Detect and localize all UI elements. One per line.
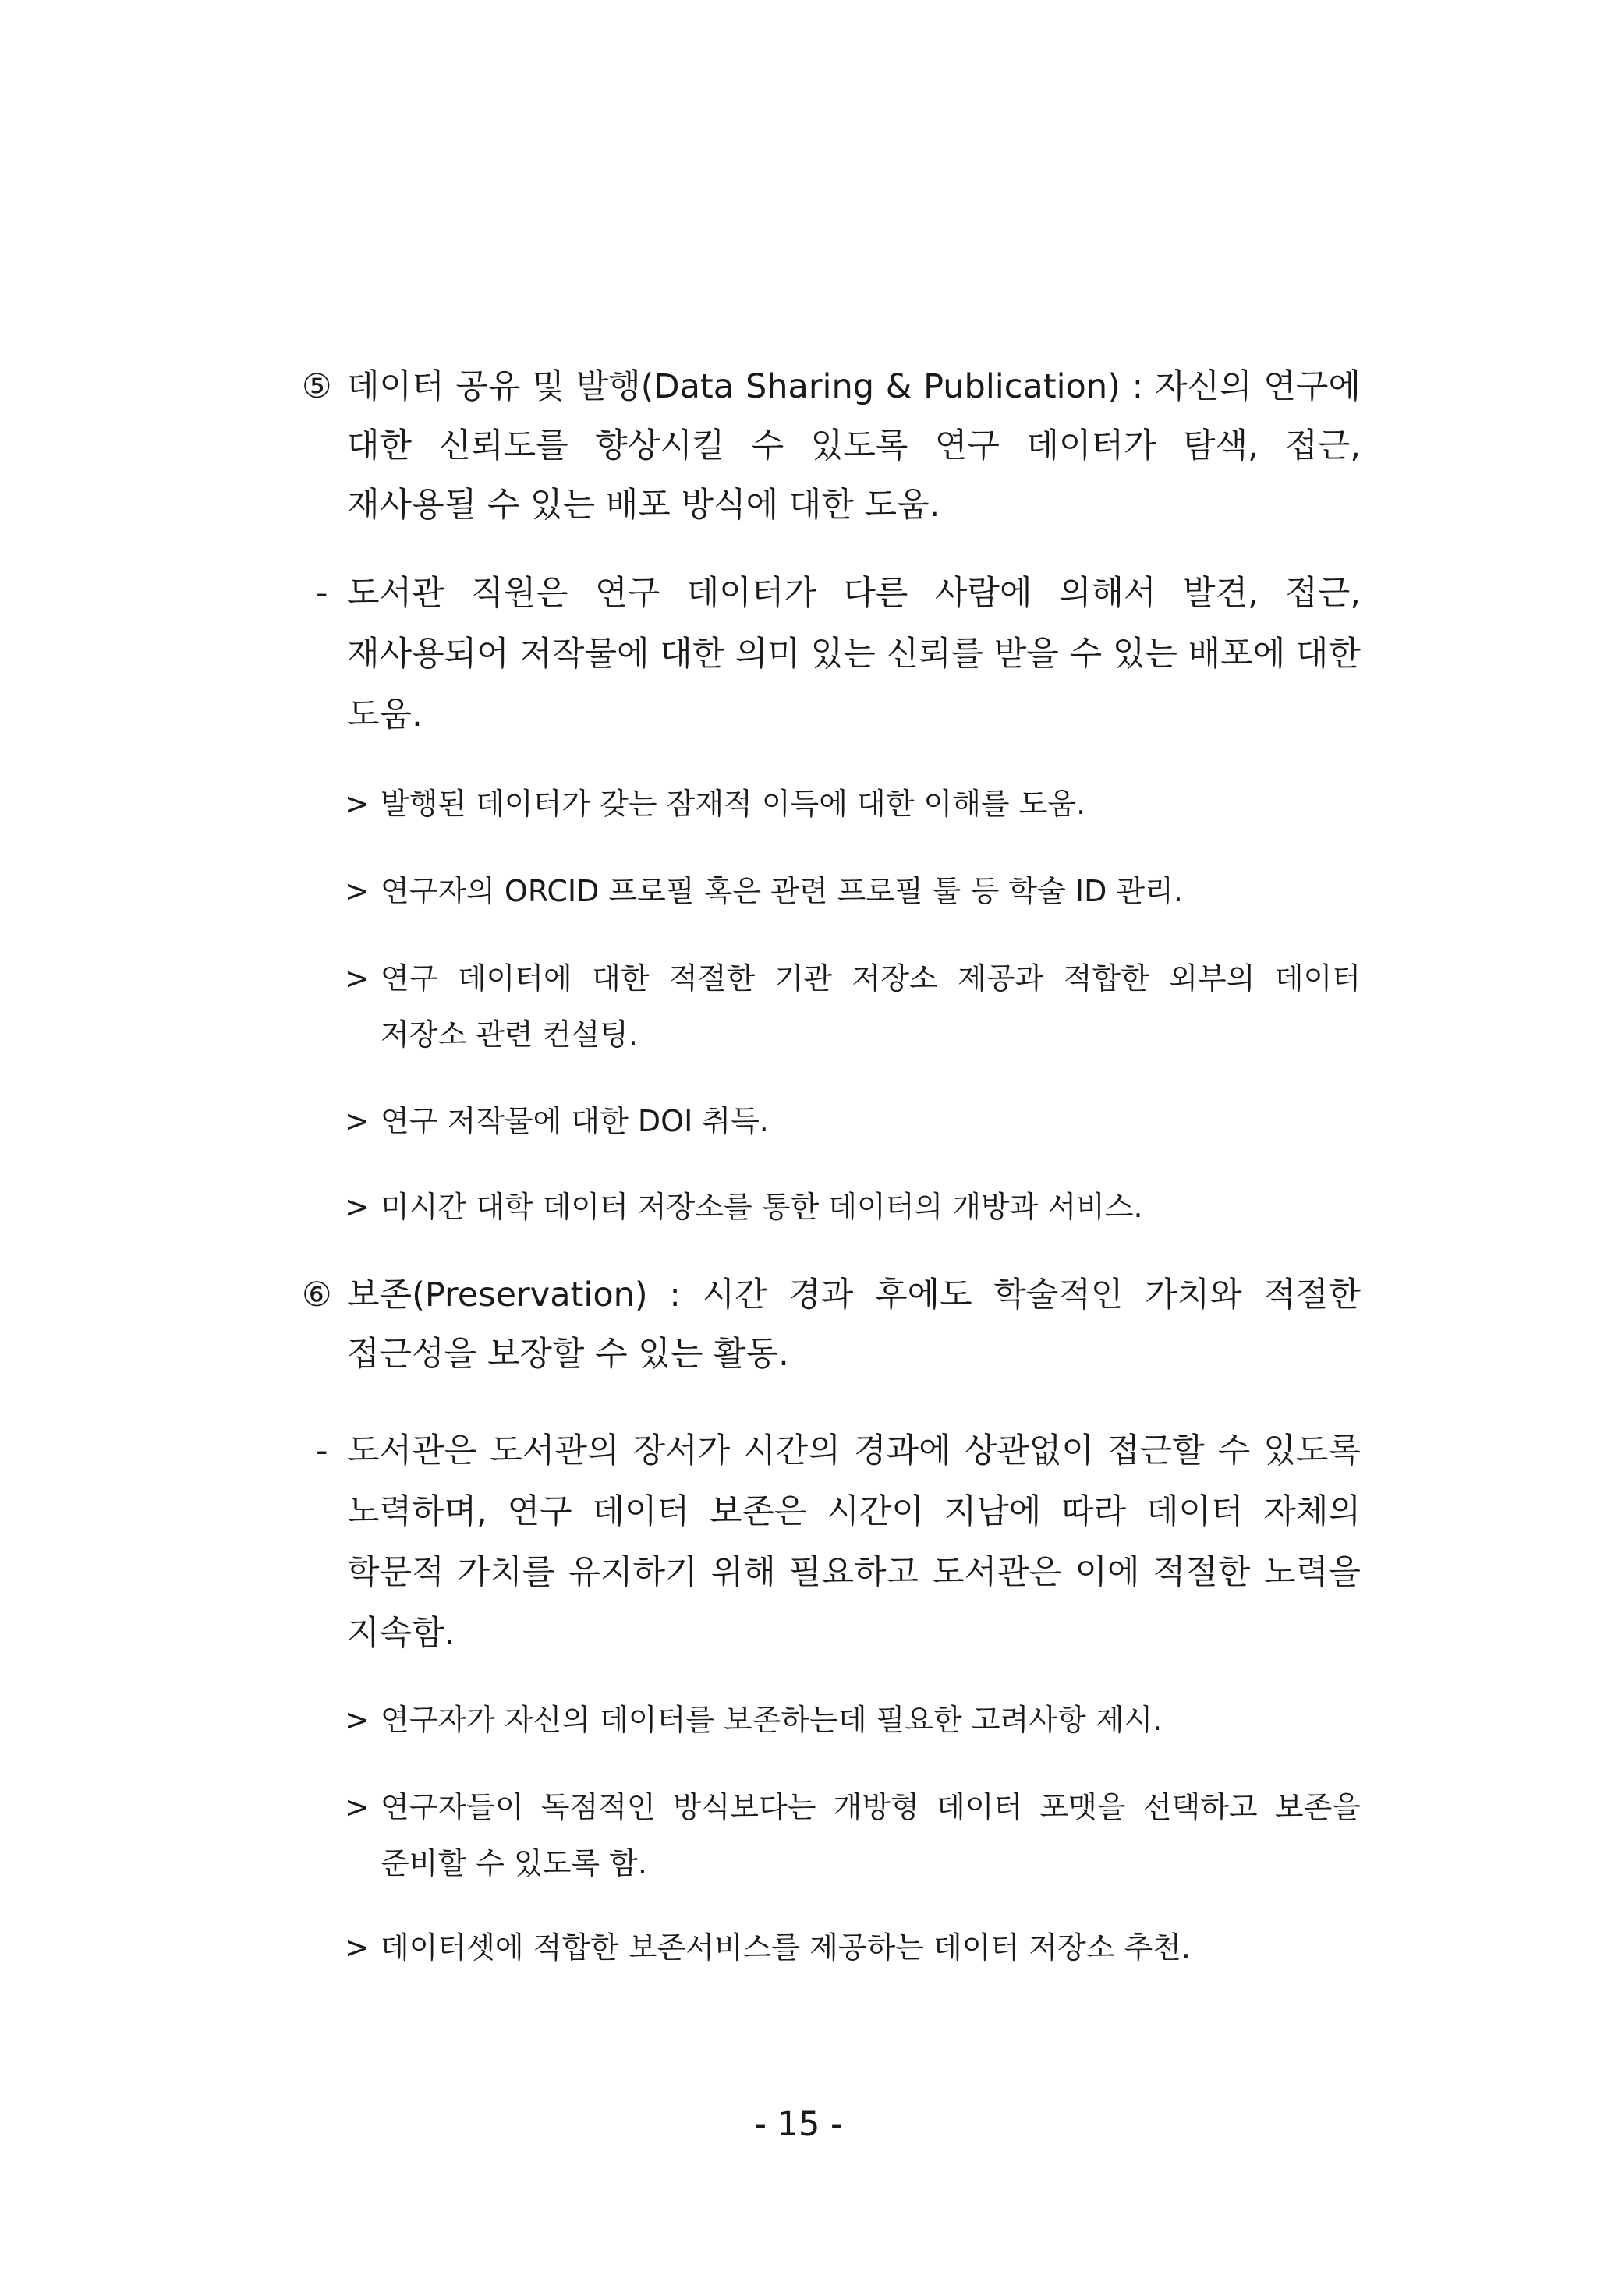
section-6-bullet-1 <box>345 1692 1361 1748</box>
bullet-marker: > <box>345 1703 370 1737</box>
bullet-text: 연구 데이터에 대한 적절한 기관 저장소 제공과 적합한 외부의 데이터 저장소 관련 컨설팅. <box>381 961 1361 1052</box>
bullet-marker: > <box>345 1190 370 1224</box>
bullet-text: 발행된 데이터가 갖는 잠재적 이득에 대한 이해를 도움. <box>381 787 1086 821</box>
bullet-text: 연구 저작물에 대한 DOI 취득. <box>381 1104 769 1138</box>
section-5-marker: ⑤ <box>302 367 332 406</box>
section-5-detail <box>316 563 1361 745</box>
bullet-marker: > <box>345 787 370 821</box>
section-5-bullet-4 <box>345 1093 1361 1149</box>
section-6-bullet-3 <box>345 1919 1361 1976</box>
section-5-bullet-3 <box>345 950 1361 1063</box>
section-5-detail-marker: - <box>316 574 328 613</box>
bullet-text: 데이터셋에 적합한 보존서비스를 제공하는 데이터 저장소 추천. <box>381 1930 1191 1965</box>
bullet-marker: > <box>345 961 370 996</box>
page-number: - 15 - <box>754 2105 843 2144</box>
bullet-marker: > <box>345 1930 370 1965</box>
bullet-text: 연구자가 자신의 데이터를 보존하는데 필요한 고려사항 제시. <box>381 1703 1163 1737</box>
section-6-detail-marker: - <box>316 1431 328 1470</box>
section-6-text: 보존(Preservation) : 시간 경과 후에도 학술적인 가치와 적절한 접근성을 보장할 수 있는 활동. <box>347 1275 1361 1374</box>
section-5-heading <box>302 357 1361 535</box>
section-5-bullet-2 <box>345 863 1361 919</box>
section-6-detail-text: 도서관은 도서관의 장서가 시간의 경과에 상관없이 접근할 수 있도록 노력하며, 연구 데이터 보존은 시간이 지남에 따라 데이터 자체의 학문적 가치를 유지하기 위해 필요하고 도서관은 이에 적절한 노력을 지속함. <box>347 1431 1361 1653</box>
section-5-text: 데이터 공유 및 발행(Data Sharing & Publication) : 자신의 연구에 대한 신뢰도를 향상시킬 수 있도록 연구 데이터가 탐색, 접근, 재사용될 수 있는 배포 방식에 대한 도움. <box>347 367 1361 525</box>
section-5-bullet-5 <box>345 1179 1361 1235</box>
bullet-text: 연구자들이 독점적인 방식보다는 개방형 데이터 포맷을 선택하고 보존을 준비할 수 있도록 함. <box>381 1790 1361 1880</box>
bullet-marker: > <box>345 1104 370 1138</box>
bullet-text: 연구자의 ORCID 프로필 혹은 관련 프로필 툴 등 학술 ID 관리. <box>381 874 1183 908</box>
section-5-detail-text: 도서관 직원은 연구 데이터가 다른 사람에 의해서 발견, 접근, 재사용되어 저작물에 대한 의미 있는 신뢰를 받을 수 있는 배포에 대한 도움. <box>347 574 1361 734</box>
bullet-text: 미시간 대학 데이터 저장소를 통한 데이터의 개방과 서비스. <box>381 1190 1143 1224</box>
bullet-marker: > <box>345 874 370 908</box>
section-6-detail <box>316 1420 1361 1664</box>
bullet-marker: > <box>345 1790 370 1824</box>
section-6-heading <box>302 1265 1361 1384</box>
section-6-bullet-2 <box>345 1779 1361 1891</box>
section-5-bullet-1 <box>345 776 1361 832</box>
section-6-marker: ⑥ <box>302 1275 332 1314</box>
